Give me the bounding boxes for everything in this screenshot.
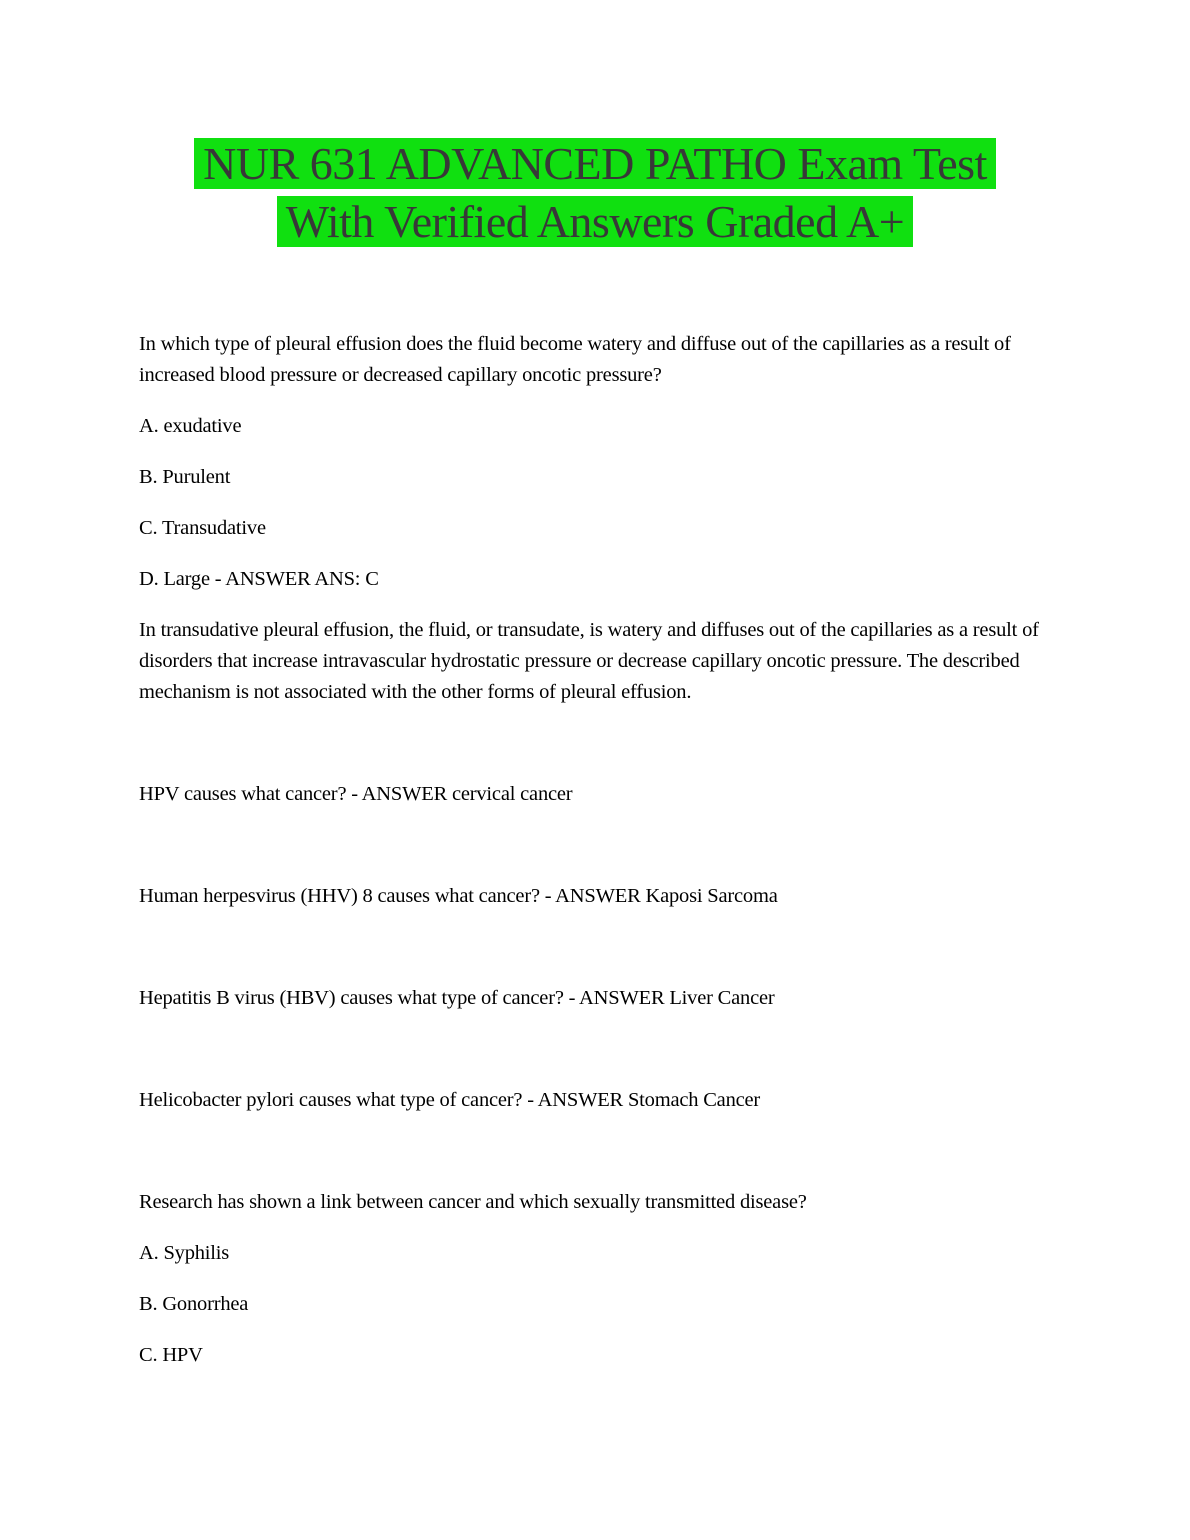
blank-line (139, 830, 1049, 861)
question-2-option-a: A. Syphilis (139, 1242, 230, 1264)
qa-item-hbv: Hepatitis B virus (HBV) causes what type of cancer? - ANSWER Liver Cancer (139, 987, 775, 1009)
question-1-option-d-answer: D. Large - ANSWER ANS: C (139, 568, 379, 590)
question-2-option-c: C. HPV (139, 1344, 203, 1366)
blank-line (139, 932, 1049, 963)
blank-line (139, 1034, 1049, 1065)
question-2-option-b: B. Gonorrhea (139, 1293, 249, 1315)
qa-item-hhv8: Human herpesvirus (HHV) 8 causes what cancer? - ANSWER Kaposi Sarcoma (139, 885, 778, 907)
blank-line (139, 728, 1049, 759)
question-1-text: In which type of pleural effusion does the fluid become watery and diffuse out of the capillaries as a result of increased blood pressure or decreased capillary oncotic pressure? (139, 333, 1011, 386)
question-1-option-a: A. exudative (139, 415, 242, 437)
title-line-2: With Verified Answers Graded A+ (277, 196, 913, 247)
question-1-option-c: C. Transudative (139, 517, 266, 539)
document-title (0, 135, 1190, 251)
qa-item-hpylori: Helicobacter pylori causes what type of cancer? - ANSWER Stomach Cancer (139, 1089, 761, 1111)
blank-line (139, 1136, 1049, 1167)
title-line-1: NUR 631 ADVANCED PATHO Exam Test (194, 138, 996, 189)
question-1-option-b: B. Purulent (139, 466, 231, 488)
question-1-explanation: In transudative pleural effusion, the fluid, or transudate, is watery and diffuses out of the capillaries as a result of disorders that increase intravascular hydrostatic pressure or decrease capillary oncotic pressure. The described mechanism is not associated with the other forms of pleural effusion. (139, 619, 1039, 703)
qa-item-hpv: HPV causes what cancer? - ANSWER cervical cancer (139, 783, 573, 805)
document-body (139, 329, 1049, 1371)
question-2-text: Research has shown a link between cancer and which sexually transmitted disease? (139, 1191, 807, 1213)
